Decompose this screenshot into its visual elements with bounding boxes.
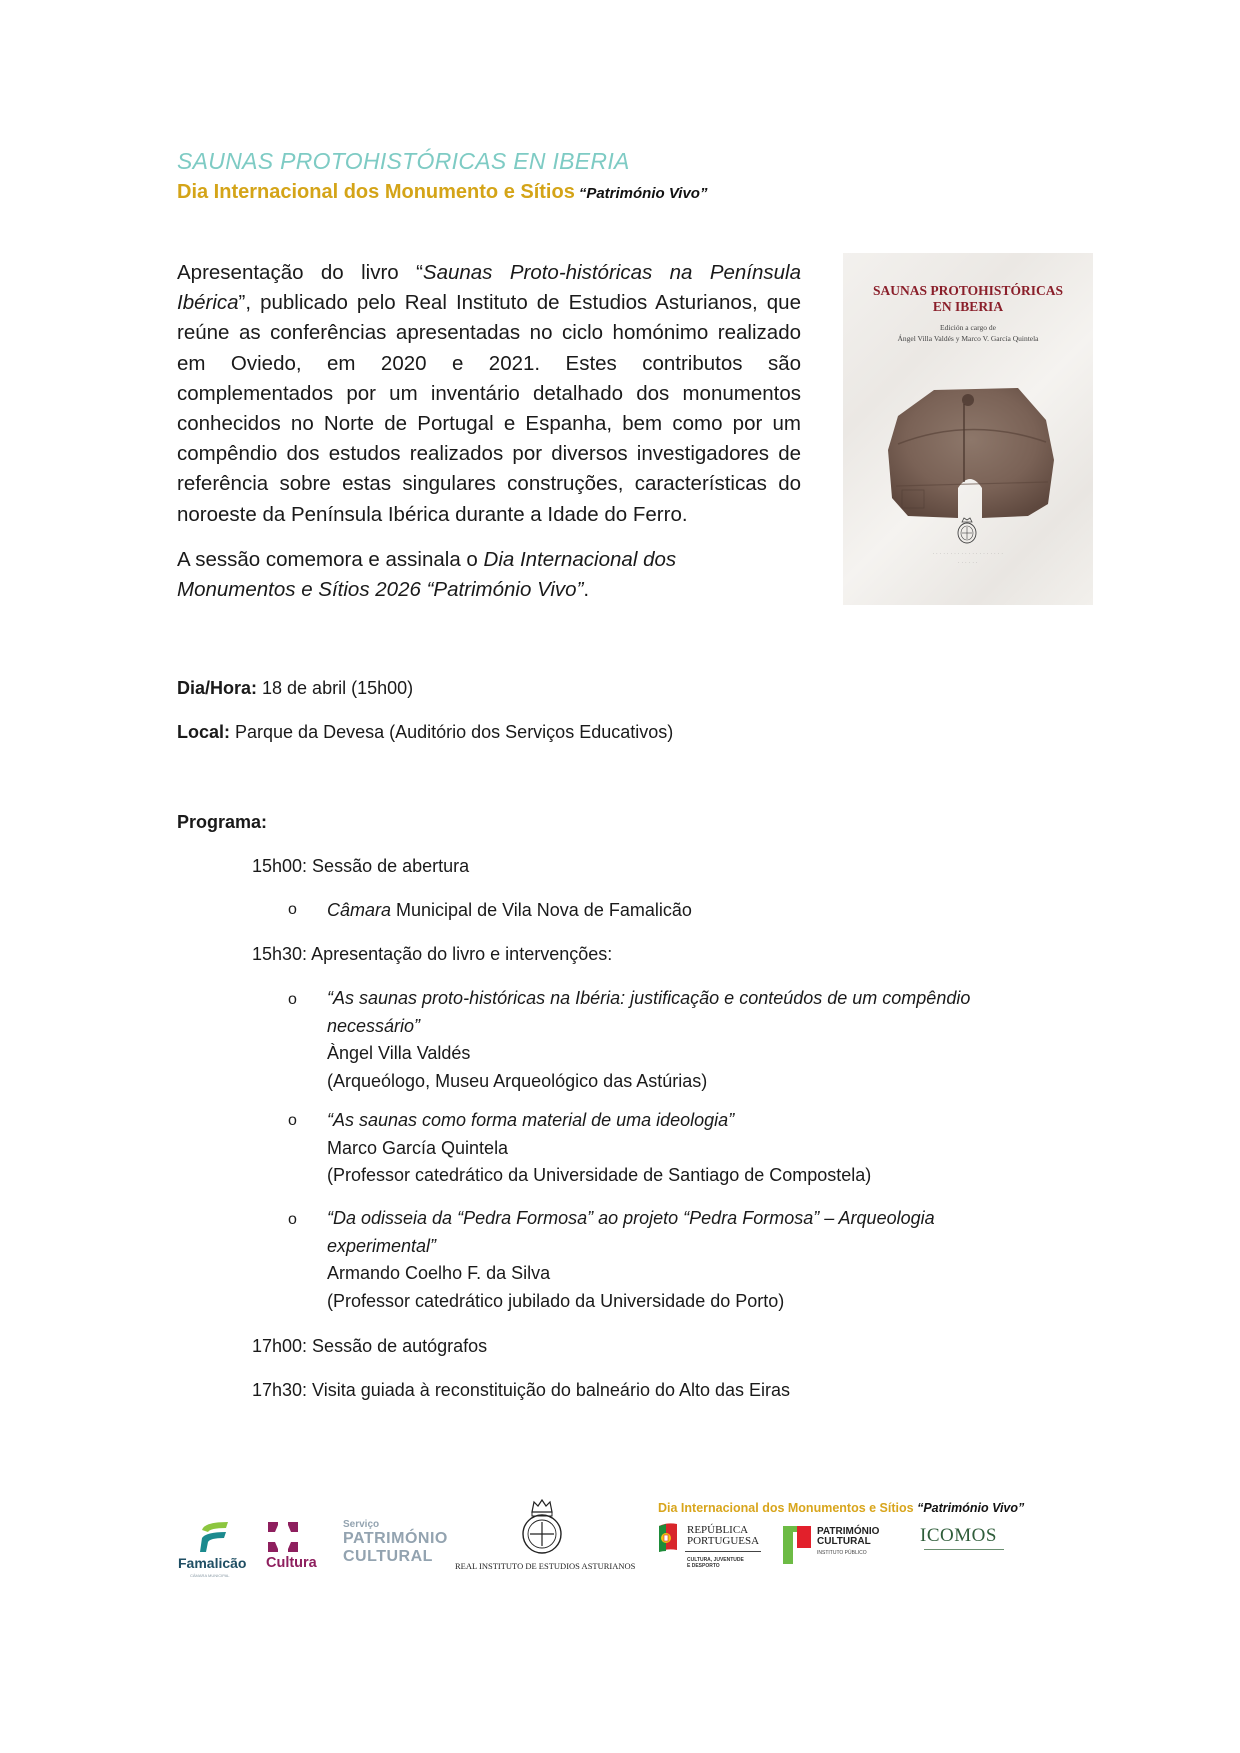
talk-title: necessário”: [327, 1015, 421, 1036]
ridea-text: REAL INSTITUTO DE ESTUDIOS ASTURIANOS: [455, 1561, 636, 1571]
talk-title: “As saunas como forma material de uma ideologia”: [327, 1110, 735, 1130]
footer-banner: [658, 1501, 1024, 1515]
session-text: .: [583, 578, 590, 602]
location-value: Parque da Devesa (Auditório dos Serviços Educativos): [230, 722, 674, 742]
talk-title: “Da odisseia da “Pedra Formosa” ao projeto “Pedra Formosa” – Arqueologia: [327, 1208, 935, 1228]
bullet-circle-icon: o: [288, 901, 297, 918]
patrimonio-cultural-ip-logo: [783, 1526, 893, 1570]
location-label: Local:: [177, 722, 231, 742]
portugal-flag-icon: [657, 1522, 679, 1554]
patrimonio-text: PATRIMÓNIO: [343, 1530, 448, 1547]
pc-patrimonio-text: PATRIMÓNIO: [817, 1526, 880, 1537]
talk-affiliation: (Arqueólogo, Museu Arqueológico das Astúrias): [327, 1070, 708, 1091]
cover-title-line: EN IBERIA: [932, 299, 1004, 314]
portuguesa-text: PORTUGUESA: [687, 1535, 760, 1547]
ministry-text: CULTURA, JUVENTUDE: [687, 1557, 744, 1563]
cover-edit-line: Edición a cargo de: [940, 323, 996, 332]
icomos-text: ICOMOS: [920, 1525, 997, 1546]
bullet-circle-icon: o: [288, 991, 297, 1008]
cultural-text: CULTURAL: [343, 1548, 433, 1565]
cover-publisher-line: · · · · · · · · · · · · · · · · · · · ·: [932, 551, 1004, 556]
intro-text: Apresentação do livro “: [177, 261, 423, 284]
talk-speaker: Armando Coelho F. da Silva: [327, 1263, 551, 1283]
program-item-autographs: 17h00: Sessão de autógrafos: [252, 1336, 488, 1356]
bullet-circle-icon: o: [288, 1211, 297, 1228]
talk-title: “As saunas proto-históricas na Ibéria: justificação e conteúdos de um compêndio: [327, 988, 971, 1008]
footer-banner-text: Dia Internacional dos Monumentos e Sítios: [658, 1501, 914, 1515]
pedra-formosa-stone-icon: [886, 386, 1056, 522]
talk-3: [327, 1205, 935, 1315]
cover-title: [843, 283, 1093, 315]
talk-1: [327, 985, 970, 1095]
cultura-cross-icon: [268, 1522, 298, 1552]
program-item-opening: 15h00: Sessão de abertura: [252, 856, 470, 876]
location: [177, 722, 673, 743]
event-name: Monumentos e Sítios 2026 “Património Vivo”: [177, 578, 584, 602]
subtitle-text: Dia Internacional dos Monumento e Sítios: [177, 181, 575, 203]
session-paragraph: [177, 545, 801, 605]
pc-cultural-text: CULTURAL: [817, 1536, 871, 1547]
servico-patrimonio-logo: [343, 1519, 448, 1566]
famalicao-logo: [178, 1520, 254, 1582]
ridea-seal-icon: [954, 516, 980, 546]
cover-editors: [843, 322, 1093, 344]
cultura-text: Cultura: [266, 1555, 317, 1571]
talk-speaker: Marco García Quintela: [327, 1137, 509, 1158]
program-item-guided-visit: 17h30: Visita guiada à reconstituição do balneário do Alto das Eiras: [252, 1380, 791, 1400]
bullet-circle-icon: o: [288, 1112, 297, 1129]
talk-speaker: Àngel Villa Valdés: [327, 1043, 471, 1063]
ridea-logo: [455, 1498, 636, 1578]
opening-speaker-italic: Câmara: [327, 900, 392, 920]
republica-text: REPÚBLICA: [687, 1524, 749, 1536]
talk-affiliation: (Professor catedrático jubilado da Universidade do Porto): [327, 1290, 785, 1311]
republica-portuguesa-logo: [657, 1522, 777, 1582]
opening-speaker-text: Municipal de Vila Nova de Famalicão: [391, 900, 692, 920]
divider: [685, 1551, 761, 1552]
document-subtitle: [177, 181, 707, 204]
patrimonio-cultural-mark-icon: [783, 1526, 811, 1564]
cover-edit-line: Ángel Villa Valdés y Marco V. García Quintela: [897, 334, 1039, 343]
icomos-subline: [924, 1549, 1004, 1550]
ridea-crest-icon: [520, 1498, 564, 1556]
talk-2: [327, 1107, 871, 1190]
program-heading: Programa:: [177, 812, 268, 832]
talk-title: experimental”: [327, 1235, 437, 1256]
date-time: [177, 678, 413, 699]
document-title: SAUNAS PROTOHISTÓRICAS EN IBERIA: [177, 148, 630, 174]
talk-affiliation: (Professor catedrático da Universidade de Santiago de Compostela): [327, 1165, 872, 1185]
date-value: 18 de abril (15h00): [257, 678, 414, 698]
program-item-presentation: 15h30: Apresentação do livro e intervenções:: [252, 944, 613, 964]
event-name: Dia Internacional dos: [483, 548, 677, 571]
book-title: Saunas Proto-históricas na Península Ibérica: [177, 261, 801, 315]
book-cover-image: [843, 253, 1093, 605]
famalicao-f-icon: [194, 1520, 234, 1554]
subtitle-tag: “Património Vivo”: [578, 185, 708, 202]
cover-title-line: SAUNAS PROTOHISTÓRICAS: [873, 283, 1063, 298]
famalicao-subtext: CÂMARA MUNICIPAL: [190, 1573, 230, 1578]
opening-speaker: [327, 897, 692, 925]
footer-banner-tag: “Património Vivo”: [917, 1501, 1025, 1515]
icomos-logo: [920, 1525, 1010, 1555]
cover-publisher-line: · · · · · ·: [957, 560, 979, 565]
famalicao-text: Famalicão: [178, 1555, 247, 1571]
session-text: A sessão comemora e assinala o: [177, 548, 484, 571]
intro-text: ”, publicado pelo Real Instituto de Estudios Asturianos, que reúne as conferências apresentadas no ciclo homónimo realizado em Oviedo, em 2020 e 2021. Estes contributos são complementados por um inventário detalhado dos monumentos conhecidos no Norte de Portugal e Espanha, bem como por um compêndio dos estudos realizados por diversos investigadores de referência sobre estas singulares construções, características do noroeste da Península Ibérica durante a Idade do Ferro.: [177, 291, 801, 526]
cultura-logo: [266, 1520, 326, 1580]
intro-paragraph: [177, 258, 801, 530]
date-label: Dia/Hora:: [177, 678, 258, 698]
pc-sub-text: INSTITUTO PÚBLICO: [817, 1550, 867, 1556]
ministry-text: E DESPORTO: [687, 1563, 720, 1569]
servico-text: Serviço: [343, 1519, 380, 1530]
